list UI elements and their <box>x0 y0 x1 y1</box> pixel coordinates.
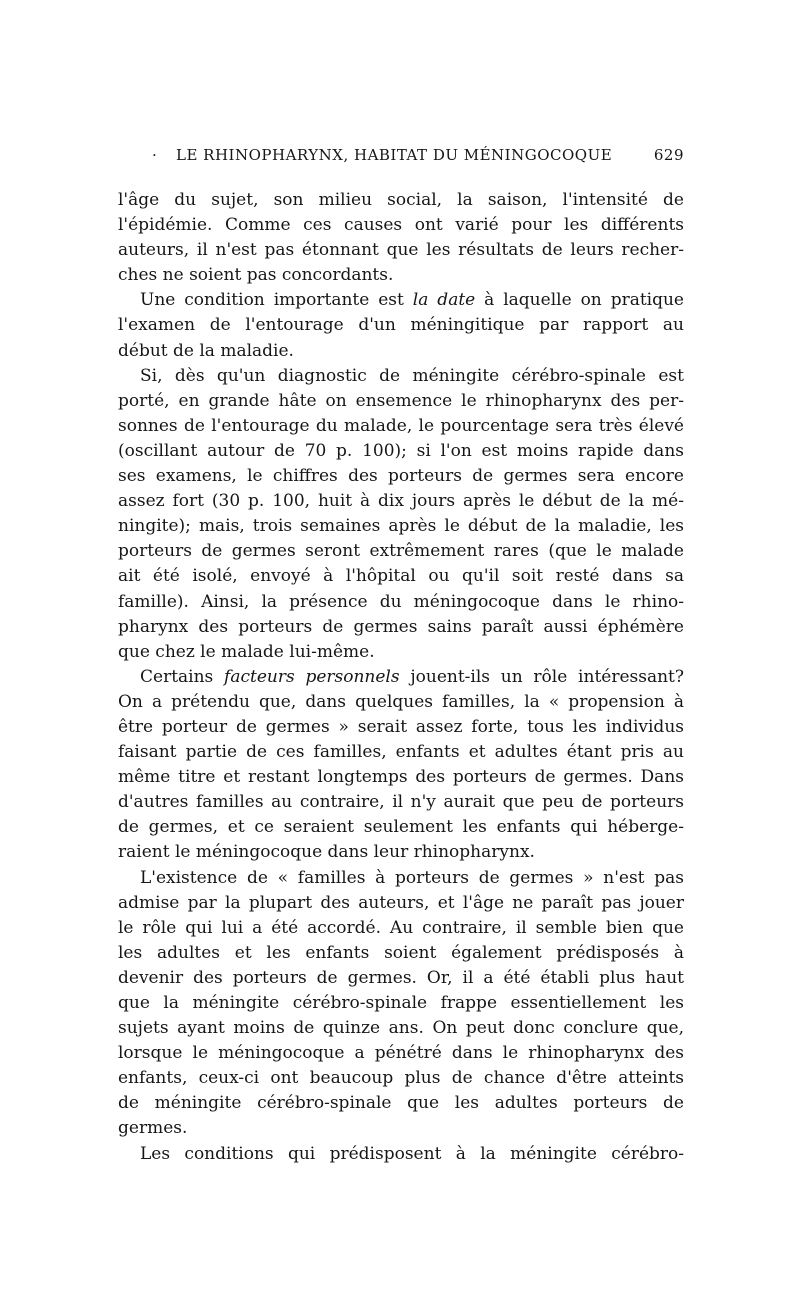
text-line: les adultes et les enfants soient également prédisposés à <box>118 942 684 963</box>
text-line: porté, en grande hâte on ensemence le rhinopharynx des per- <box>118 390 684 411</box>
text-line: auteurs, il n'est pas étonnant que les résultats de leurs recher- <box>118 240 684 261</box>
text-line: même titre et restant longtemps des porteurs de germes. Dans <box>118 767 684 788</box>
text-line: d'autres familles au contraire, il n'y aurait que peu de porteurs <box>118 792 684 813</box>
running-title: LE RHINOPHARYNX, HABITAT DU MÉNINGOCOQUE <box>176 146 613 164</box>
text-run: à laquelle on pratique <box>475 290 684 311</box>
text-line: (oscillant autour de 70 p. 100); si l'on est moins rapide dans <box>118 440 684 461</box>
text-line: le rôle qui lui a été accordé. Au contraire, il semble bien que <box>118 917 684 938</box>
text-line: famille). Ainsi, la présence du méningocoque dans le rhino- <box>118 591 684 612</box>
text-line: pharynx des porteurs de germes sains paraît aussi éphémère <box>118 616 684 637</box>
text-line <box>118 665 684 690</box>
text-line: enfants, ceux-ci ont beaucoup plus de chance d'être atteints <box>118 1068 684 1089</box>
text-line: ses examens, le chiffres des porteurs de germes sera encore <box>118 466 684 487</box>
text-line: Si, dès qu'un diagnostic de méningite cérébro-spinale est <box>140 365 684 386</box>
text-line: de méningite cérébro-spinale que les adultes porteurs de <box>118 1093 684 1114</box>
text-line: l'examen de l'entourage d'un méningitique par rapport au <box>118 315 684 336</box>
text-line: être porteur de germes » serait assez forte, tous les individus <box>118 716 684 737</box>
text-line: On a prétendu que, dans quelques familles, la « propension à <box>118 691 684 712</box>
text-line: lorsque le méningocoque a pénétré dans le rhinopharynx des <box>118 1043 684 1064</box>
text-line: L'existence de « familles à porteurs de germes » n'est pas <box>140 867 684 888</box>
text-line: assez fort (30 p. 100, huit à dix jours après le début de la mé- <box>118 491 684 512</box>
text-line: devenir des porteurs de germes. Or, il a été établi plus haut <box>118 967 684 988</box>
text-line: que chez le malade lui-même. <box>118 641 375 662</box>
text-line: Les conditions qui prédisposent à la méningite cérébro- <box>140 1143 684 1164</box>
text-line: que la méningite cérébro-spinale frappe essentiellement les <box>118 993 684 1013</box>
text-run: jouent-ils un rôle intéressant? <box>399 666 684 687</box>
text-line: de germes, et ce seraient seulement les enfants qui héberge- <box>118 817 684 838</box>
text-line: raient le méningocoque dans leur rhinopharynx. <box>118 842 535 863</box>
text-line: l'âge du sujet, son milieu social, la saison, l'intensité de <box>118 190 684 210</box>
italic-run: facteurs personnels <box>224 666 400 687</box>
italic-run: la date <box>412 290 476 311</box>
text-line: ait été isolé, envoyé à l'hôpital ou qu'il soit resté dans sa <box>118 566 684 587</box>
text-line: sujets ayant moins de quinze ans. On peut donc conclure que, <box>118 1018 684 1039</box>
text-line: ches ne soient pas concordants. <box>118 265 394 286</box>
text-line: ningite); mais, trois semaines après le début de la maladie, les <box>118 516 684 537</box>
text-line: faisant partie de ces familles, enfants et adultes étant pris au <box>118 742 684 763</box>
text-line: l'épidémie. Comme ces causes ont varié pour les différents <box>118 215 684 236</box>
text-line: sonnes de l'entourage du malade, le pourcentage sera très élevé <box>118 415 684 436</box>
text-line <box>118 288 684 313</box>
running-header <box>118 146 684 172</box>
text-line: admise par la plupart des auteurs, et l'âge ne paraît pas jouer <box>118 892 684 913</box>
text-run: Une condition importante est <box>140 290 413 311</box>
text-line: porteurs de germes seront extrêmement rares (que le malade <box>118 541 684 562</box>
text-line: début de la maladie. <box>118 340 294 361</box>
header-mark: · <box>152 146 158 164</box>
text-run: Certains <box>140 666 225 687</box>
page-number: 629 <box>653 146 684 164</box>
body-text <box>118 188 684 1167</box>
text-line: germes. <box>118 1118 188 1139</box>
